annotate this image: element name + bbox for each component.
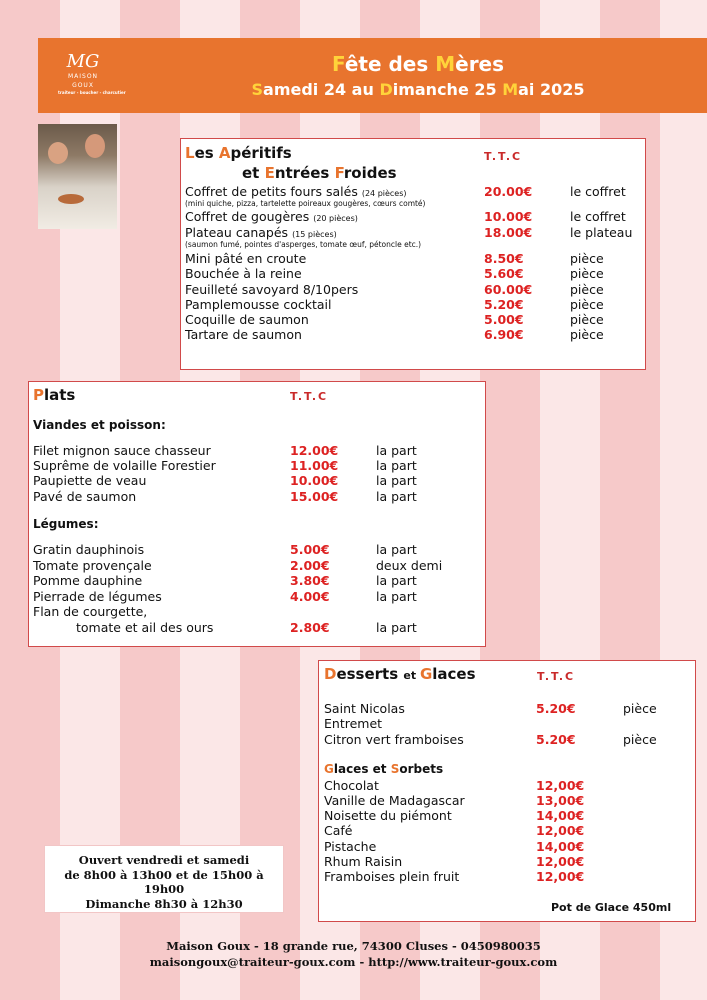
chef-face bbox=[85, 134, 105, 158]
logo bbox=[58, 51, 126, 95]
hours-line: Dimanche 8h30 à 12h30 bbox=[85, 896, 243, 911]
plats-title: Plats bbox=[33, 386, 76, 404]
item-note: (saumon fumé, pointes d'asperges, tomate œuf, pétoncle etc.) bbox=[185, 240, 422, 249]
chefs-photo bbox=[38, 124, 117, 229]
page-subtitle: Samedi 24 au Dimanche 25 Mai 2025 bbox=[251, 80, 585, 99]
opening-hours bbox=[44, 845, 284, 913]
desserts-ttc-label: T.T.C bbox=[537, 670, 576, 683]
glaces-heading: Glaces et Sorbets bbox=[324, 762, 444, 776]
page-title: Fête des Mères bbox=[331, 52, 505, 76]
footer bbox=[0, 938, 707, 970]
dish-plate bbox=[58, 194, 84, 204]
hours-line: Ouvert vendredi et samedi bbox=[78, 853, 250, 867]
legumes-heading: Légumes: bbox=[33, 517, 99, 531]
viandes-heading: Viandes et poisson: bbox=[33, 418, 166, 432]
aperitifs-ttc-label: T.T.C bbox=[484, 150, 523, 163]
logo-name: MAISON GOUX bbox=[67, 73, 99, 89]
footer-address: Maison Goux - 18 grande rue, 74300 Cluses - 0450980035 bbox=[166, 939, 541, 953]
entrees-title: et Entrées Froides bbox=[242, 164, 397, 182]
chef-face bbox=[48, 142, 68, 164]
logo-mark: MG bbox=[66, 51, 100, 72]
item-note: (mini quiche, pizza, tartelette poireaux gougères, cœurs comté) bbox=[185, 199, 426, 208]
hours-line: de 8h00 à 13h00 et de 15h00 à 19h00 bbox=[64, 867, 264, 896]
plats-ttc-label: T.T.C bbox=[290, 390, 329, 403]
aperitifs-title: Les Apéritifs bbox=[185, 144, 292, 162]
logo-subtitle: traiteur - boucher - charcutier bbox=[58, 90, 126, 95]
pot-de-glace-label: Pot de Glace 450ml bbox=[551, 901, 672, 914]
desserts-title: Desserts et Glaces bbox=[324, 665, 476, 683]
footer-contact[interactable]: maisongoux@traiteur-goux.com - http://www.traiteur-goux.com bbox=[149, 955, 558, 969]
